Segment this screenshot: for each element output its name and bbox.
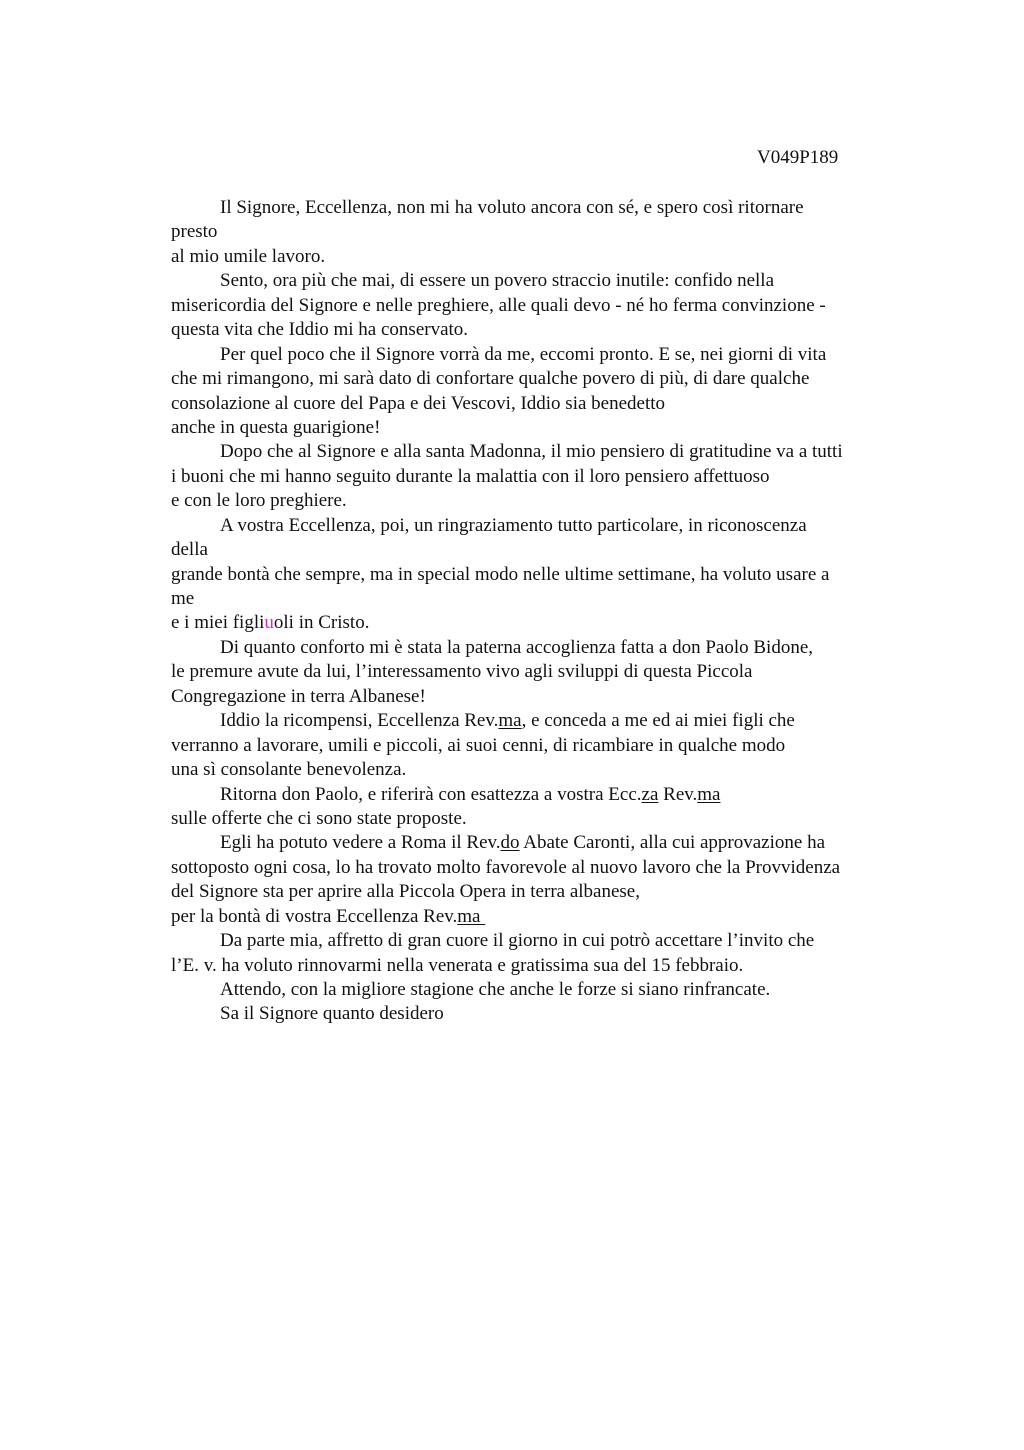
text-line: sulle offerte che ci sono state proposte. (171, 807, 467, 829)
text-line: questa vita che Iddio mi ha conservato. (171, 319, 469, 341)
text-line: Di quanto conforto mi è stata la paterna accoglienza fatta a don Paolo Bidone, (220, 636, 814, 658)
text-line: grande bontà che sempre, ma in special modo nelle ultime settimane, ha voluto usare a (171, 563, 830, 585)
text-line (171, 831, 911, 855)
text-run: Rev. (658, 783, 698, 805)
text-line: presto (171, 221, 218, 243)
text-line: le premure avute da lui, l’interessamento vivo agli sviluppi di questa Piccola (171, 661, 753, 683)
text-run: oli in Cristo. (273, 612, 370, 634)
text-line: misericordia del Signore e nelle preghiere, alle quali devo - né ho ferma convinzione - (171, 294, 826, 316)
underlined-abbreviation: za (641, 783, 659, 805)
text-line: me (171, 588, 195, 609)
text-line: che mi rimangono, mi sarà dato di confortare qualche povero di più, di dare qualche (171, 368, 810, 390)
text-run: Egli ha potuto vedere a Roma il Rev. (220, 832, 501, 854)
underlined-abbreviation: ma (498, 710, 522, 732)
text-run: e i miei figli (171, 612, 265, 634)
text-run: Abate Caronti, alla cui approvazione ha (519, 832, 825, 854)
text-line: i buoni che mi hanno seguito durante la malattia con il loro pensiero affettuoso (171, 465, 770, 487)
text-line: verranno a lavorare, umili e piccoli, ai suoi cenni, di ricambiare in qualche modo (171, 734, 786, 756)
text-line: Dopo che al Signore e alla santa Madonna, il mio pensiero di gratitudine va a tutti (220, 441, 843, 463)
page-identifier: V049P189 (757, 147, 839, 168)
text-line (171, 783, 911, 807)
underlined-abbreviation: ma (697, 783, 721, 805)
text-line: Per quel poco che il Signore vorrà da me, eccomi pronto. E se, nei giorni di vita (220, 343, 827, 365)
text-line: anche in questa guarigione! (171, 416, 381, 438)
text-line: Da parte mia, affretto di gran cuore il giorno in cui potrò accettare l’invito che (220, 930, 815, 952)
text-line: al mio umile lavoro. (171, 245, 326, 267)
text-line: sottoposto ogni cosa, lo ha trovato molto favorevole al nuovo lavoro che la Provvidenza (171, 856, 841, 878)
text-line: Congregazione in terra Albanese! (171, 685, 426, 707)
text-line (171, 905, 911, 929)
highlighted-letter: u (264, 612, 274, 634)
text-line: Il Signore, Eccellenza, non mi ha voluto ancora con sé, e spero così ritornare (220, 197, 804, 218)
text-line: Sento, ora più che mai, di essere un povero straccio inutile: confido nella (220, 270, 774, 292)
text-run: per la bontà di vostra Eccellenza Rev. (171, 905, 458, 927)
text-line: l’E. v. ha voluto rinnovarmi nella venerata e gratissima sua del 15 febbraio. (171, 954, 744, 976)
text-run: , e conceda a me ed ai miei figli che (521, 710, 795, 732)
text-line: della (171, 539, 208, 561)
text-run: Iddio la ricompensi, Eccellenza Rev. (220, 710, 499, 732)
text-line: del Signore sta per aprire alla Piccola Opera in terra albanese, (171, 881, 640, 903)
text-line: e con le loro preghiere. (171, 490, 347, 512)
underlined-abbreviation: ma (457, 905, 486, 927)
letter-body (171, 196, 911, 1027)
text-line (171, 611, 911, 635)
text-line: una sì consolante benevolenza. (171, 759, 407, 781)
text-line: Attendo, con la migliore stagione che anche le forze si siano rinfrancate. (220, 979, 771, 1000)
text-line: A vostra Eccellenza, poi, un ringraziamento tutto particolare, in riconoscenza (220, 514, 807, 536)
text-line (171, 709, 911, 733)
text-run: Ritorna don Paolo, e riferirà con esattezza a vostra Ecc. (220, 783, 642, 805)
text-line: Sa il Signore quanto desidero (220, 1003, 444, 1025)
text-line: consolazione al cuore del Papa e dei Vescovi, Iddio sia benedetto (171, 392, 666, 414)
underlined-abbreviation: do (500, 832, 520, 854)
